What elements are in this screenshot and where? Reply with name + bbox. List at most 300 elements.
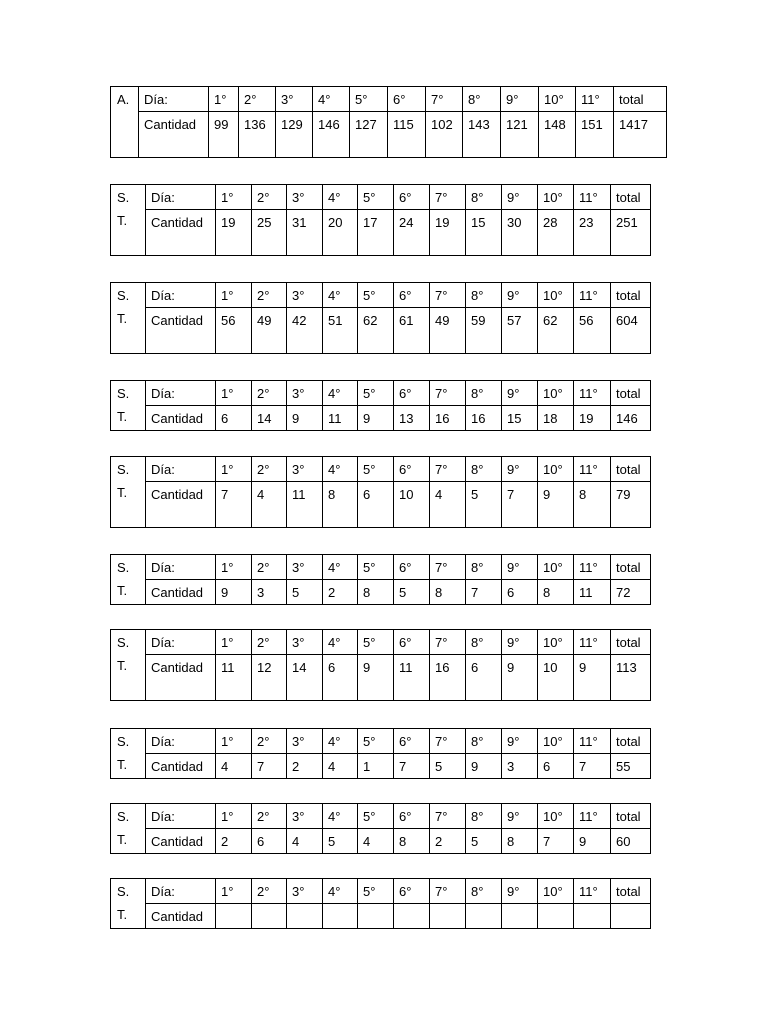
day-cell: 6°	[394, 630, 430, 655]
day-cell: 6°	[394, 804, 430, 829]
day-cell: 9°	[501, 87, 539, 112]
quantity-cell: 6	[358, 482, 394, 528]
table-st-5	[110, 554, 651, 605]
day-cell: 5°	[358, 879, 394, 904]
quantity-cell: 4	[323, 754, 358, 779]
quantity-cell: 19	[216, 210, 252, 256]
quantity-cell: 9	[538, 482, 574, 528]
quantity-cell: 5	[394, 580, 430, 605]
quantity-cell: 4	[252, 482, 287, 528]
quantity-cell: 12	[252, 655, 287, 701]
quantity-cell: 143	[463, 112, 501, 158]
day-cell: 11°	[574, 630, 611, 655]
day-cell: 3°	[287, 457, 323, 482]
table-label: S. T.	[111, 457, 146, 528]
quantity-cell: 7	[502, 482, 538, 528]
quantity-cell	[252, 904, 287, 929]
day-cell: 11°	[574, 804, 611, 829]
quantity-cell: 129	[276, 112, 313, 158]
day-cell: 5°	[358, 185, 394, 210]
quantity-cell: 1	[358, 754, 394, 779]
day-cell: 2°	[252, 555, 287, 580]
day-cell: total	[611, 185, 651, 210]
table-st-7	[110, 728, 651, 779]
day-cell: 10°	[538, 879, 574, 904]
day-cell: 4°	[323, 457, 358, 482]
day-cell: 10°	[538, 630, 574, 655]
day-cell: 6°	[394, 555, 430, 580]
day-cell: 3°	[276, 87, 313, 112]
quantity-cell: 2	[430, 829, 466, 854]
day-cell: 2°	[252, 630, 287, 655]
quantity-header: Cantidad	[146, 210, 216, 256]
quantity-cell	[502, 904, 538, 929]
day-cell: 8°	[463, 87, 501, 112]
quantity-cell: 7	[538, 829, 574, 854]
day-cell: 7°	[430, 879, 466, 904]
day-cell: 7°	[430, 804, 466, 829]
quantity-cell: 56	[216, 308, 252, 354]
day-cell: 5°	[350, 87, 388, 112]
table-st-6	[110, 629, 651, 701]
quantity-row	[111, 904, 651, 929]
day-cell: total	[611, 729, 651, 754]
quantity-cell: 4	[287, 829, 323, 854]
day-cell: 3°	[287, 283, 323, 308]
day-cell: 3°	[287, 185, 323, 210]
quantity-cell	[287, 904, 323, 929]
day-header: Día:	[146, 185, 216, 210]
quantity-cell: 11	[216, 655, 252, 701]
quantity-cell: 3	[502, 754, 538, 779]
day-cell: 1°	[216, 457, 252, 482]
table-label: S. T.	[111, 185, 146, 256]
quantity-cell: 5	[466, 829, 502, 854]
day-row	[111, 457, 651, 482]
day-cell: 9°	[502, 555, 538, 580]
quantity-cell	[466, 904, 502, 929]
day-cell: 1°	[216, 283, 252, 308]
day-cell: 1°	[216, 630, 252, 655]
quantity-cell: 9	[287, 406, 323, 431]
day-cell: 3°	[287, 381, 323, 406]
day-cell: 9°	[502, 729, 538, 754]
day-cell: 1°	[209, 87, 239, 112]
day-cell: 4°	[323, 283, 358, 308]
day-cell: 10°	[538, 804, 574, 829]
day-cell: 11°	[574, 381, 611, 406]
day-cell: 11°	[574, 729, 611, 754]
day-cell: total	[614, 87, 667, 112]
quantity-cell: 6	[323, 655, 358, 701]
quantity-cell: 251	[611, 210, 651, 256]
quantity-cell: 99	[209, 112, 239, 158]
day-cell: 4°	[323, 630, 358, 655]
day-cell: 6°	[394, 729, 430, 754]
day-cell: 1°	[216, 804, 252, 829]
quantity-cell: 4	[430, 482, 466, 528]
quantity-cell: 115	[388, 112, 426, 158]
day-cell: 1°	[216, 555, 252, 580]
quantity-cell: 17	[358, 210, 394, 256]
quantity-cell: 5	[466, 482, 502, 528]
quantity-cell: 15	[466, 210, 502, 256]
quantity-cell: 151	[576, 112, 614, 158]
day-cell: 6°	[394, 283, 430, 308]
day-cell: 2°	[239, 87, 276, 112]
day-cell: 3°	[287, 804, 323, 829]
day-cell: total	[611, 381, 651, 406]
day-header: Día:	[146, 283, 216, 308]
quantity-cell: 127	[350, 112, 388, 158]
day-cell: 6°	[394, 381, 430, 406]
day-header: Día:	[146, 630, 216, 655]
quantity-cell: 23	[574, 210, 611, 256]
quantity-cell: 604	[611, 308, 651, 354]
quantity-cell: 16	[430, 406, 466, 431]
day-cell: 6°	[394, 879, 430, 904]
quantity-cell: 136	[239, 112, 276, 158]
day-cell: 11°	[574, 185, 611, 210]
day-cell: 8°	[466, 630, 502, 655]
day-cell: 8°	[466, 804, 502, 829]
quantity-cell: 8	[430, 580, 466, 605]
quantity-cell: 16	[466, 406, 502, 431]
quantity-cell: 72	[611, 580, 651, 605]
quantity-cell: 9	[574, 655, 611, 701]
day-cell: 9°	[502, 185, 538, 210]
day-cell: 1°	[216, 185, 252, 210]
day-cell: 7°	[430, 185, 466, 210]
day-cell: 1°	[216, 381, 252, 406]
quantity-cell: 102	[426, 112, 463, 158]
day-cell: 8°	[466, 457, 502, 482]
day-cell: 8°	[466, 879, 502, 904]
quantity-cell: 59	[466, 308, 502, 354]
day-cell: 10°	[538, 555, 574, 580]
day-header: Día:	[146, 457, 216, 482]
quantity-cell: 10	[538, 655, 574, 701]
quantity-cell: 8	[538, 580, 574, 605]
quantity-cell	[323, 904, 358, 929]
quantity-row	[111, 829, 651, 854]
day-cell: 10°	[538, 185, 574, 210]
day-cell: 11°	[574, 457, 611, 482]
day-cell: total	[611, 283, 651, 308]
day-row	[111, 87, 667, 112]
quantity-cell: 7	[252, 754, 287, 779]
quantity-cell	[574, 904, 611, 929]
quantity-cell	[538, 904, 574, 929]
table-label: S. T.	[111, 555, 146, 605]
quantity-cell: 8	[574, 482, 611, 528]
quantity-cell: 8	[502, 829, 538, 854]
quantity-cell: 1417	[614, 112, 667, 158]
day-cell: 2°	[252, 804, 287, 829]
day-cell: 5°	[358, 630, 394, 655]
quantity-cell: 8	[358, 580, 394, 605]
day-cell: 9°	[502, 283, 538, 308]
quantity-cell: 6	[502, 580, 538, 605]
day-cell: 8°	[466, 729, 502, 754]
quantity-cell: 7	[216, 482, 252, 528]
table-label: A.	[111, 87, 139, 158]
day-cell: 3°	[287, 879, 323, 904]
quantity-cell: 49	[252, 308, 287, 354]
day-cell: 8°	[466, 283, 502, 308]
day-row	[111, 381, 651, 406]
quantity-cell: 61	[394, 308, 430, 354]
day-cell: 5°	[358, 804, 394, 829]
day-row	[111, 283, 651, 308]
day-cell: 3°	[287, 729, 323, 754]
day-header: Día:	[146, 381, 216, 406]
quantity-cell: 9	[358, 406, 394, 431]
quantity-cell: 9	[216, 580, 252, 605]
day-header: Día:	[146, 555, 216, 580]
day-cell: 3°	[287, 630, 323, 655]
quantity-header: Cantidad	[146, 482, 216, 528]
quantity-cell: 42	[287, 308, 323, 354]
day-cell: 4°	[323, 555, 358, 580]
quantity-cell: 6	[466, 655, 502, 701]
quantity-cell: 2	[216, 829, 252, 854]
quantity-cell: 6	[538, 754, 574, 779]
quantity-cell: 18	[538, 406, 574, 431]
day-cell: 9°	[502, 457, 538, 482]
quantity-cell: 6	[216, 406, 252, 431]
day-cell: 4°	[313, 87, 350, 112]
day-cell: 7°	[430, 555, 466, 580]
quantity-cell: 62	[538, 308, 574, 354]
quantity-cell: 11	[323, 406, 358, 431]
day-cell: 6°	[394, 185, 430, 210]
table-label: S. T.	[111, 630, 146, 701]
quantity-cell	[216, 904, 252, 929]
quantity-cell: 60	[611, 829, 651, 854]
quantity-cell: 10	[394, 482, 430, 528]
day-cell: total	[611, 879, 651, 904]
day-cell: 3°	[287, 555, 323, 580]
day-cell: 11°	[574, 555, 611, 580]
quantity-cell: 9	[502, 655, 538, 701]
day-cell: 10°	[538, 283, 574, 308]
day-cell: 7°	[430, 283, 466, 308]
table-label: S. T.	[111, 879, 146, 929]
day-cell: 7°	[430, 729, 466, 754]
quantity-cell	[430, 904, 466, 929]
quantity-header: Cantidad	[146, 754, 216, 779]
day-cell: 7°	[426, 87, 463, 112]
day-row	[111, 555, 651, 580]
table-label: S. T.	[111, 804, 146, 854]
day-cell: 8°	[466, 381, 502, 406]
day-cell: 7°	[430, 457, 466, 482]
day-row	[111, 729, 651, 754]
quantity-row	[111, 482, 651, 528]
day-cell: 4°	[323, 381, 358, 406]
quantity-cell: 2	[287, 754, 323, 779]
day-cell: 7°	[430, 381, 466, 406]
quantity-cell: 7	[466, 580, 502, 605]
quantity-cell: 16	[430, 655, 466, 701]
day-cell: 5°	[358, 729, 394, 754]
day-cell: total	[611, 630, 651, 655]
quantity-cell: 121	[501, 112, 539, 158]
quantity-header: Cantidad	[146, 308, 216, 354]
quantity-header: Cantidad	[139, 112, 209, 158]
day-row	[111, 879, 651, 904]
table-st-8	[110, 803, 651, 854]
day-cell: 2°	[252, 729, 287, 754]
quantity-header: Cantidad	[146, 655, 216, 701]
table-label: S. T.	[111, 381, 146, 431]
quantity-cell: 113	[611, 655, 651, 701]
day-cell: 1°	[216, 879, 252, 904]
quantity-header: Cantidad	[146, 580, 216, 605]
quantity-cell: 2	[323, 580, 358, 605]
quantity-cell: 146	[313, 112, 350, 158]
quantity-header: Cantidad	[146, 406, 216, 431]
quantity-cell: 4	[358, 829, 394, 854]
quantity-header: Cantidad	[146, 829, 216, 854]
quantity-cell: 51	[323, 308, 358, 354]
quantity-cell: 11	[287, 482, 323, 528]
quantity-cell: 14	[287, 655, 323, 701]
day-cell: 4°	[323, 879, 358, 904]
quantity-cell: 19	[574, 406, 611, 431]
day-cell: 4°	[323, 729, 358, 754]
quantity-row	[111, 580, 651, 605]
day-cell: 9°	[502, 804, 538, 829]
day-row	[111, 630, 651, 655]
quantity-row	[111, 112, 667, 158]
day-cell: 2°	[252, 879, 287, 904]
quantity-cell: 57	[502, 308, 538, 354]
day-cell: 2°	[252, 381, 287, 406]
quantity-cell: 15	[502, 406, 538, 431]
quantity-cell	[394, 904, 430, 929]
table-st-4	[110, 456, 651, 528]
day-cell: 2°	[252, 283, 287, 308]
day-cell: 11°	[574, 879, 611, 904]
table-st-3	[110, 380, 651, 431]
day-cell: 5°	[358, 283, 394, 308]
quantity-cell: 4	[216, 754, 252, 779]
quantity-row	[111, 406, 651, 431]
quantity-cell: 5	[323, 829, 358, 854]
day-cell: 10°	[538, 381, 574, 406]
quantity-cell: 148	[539, 112, 576, 158]
day-cell: 5°	[358, 555, 394, 580]
quantity-cell	[358, 904, 394, 929]
table-label: S. T.	[111, 729, 146, 779]
quantity-cell: 24	[394, 210, 430, 256]
quantity-cell: 49	[430, 308, 466, 354]
day-cell: 1°	[216, 729, 252, 754]
quantity-cell	[611, 904, 651, 929]
quantity-cell: 55	[611, 754, 651, 779]
day-cell: 7°	[430, 630, 466, 655]
day-cell: 10°	[538, 457, 574, 482]
quantity-cell: 14	[252, 406, 287, 431]
quantity-cell: 20	[323, 210, 358, 256]
day-cell: 9°	[502, 879, 538, 904]
quantity-cell: 13	[394, 406, 430, 431]
quantity-cell: 31	[287, 210, 323, 256]
quantity-cell: 146	[611, 406, 651, 431]
day-cell: 4°	[323, 804, 358, 829]
day-row	[111, 185, 651, 210]
day-row	[111, 804, 651, 829]
quantity-cell: 56	[574, 308, 611, 354]
day-cell: 2°	[252, 185, 287, 210]
quantity-header: Cantidad	[146, 904, 216, 929]
day-cell: 8°	[466, 185, 502, 210]
table-st-9	[110, 878, 651, 929]
quantity-row	[111, 308, 651, 354]
day-cell: total	[611, 457, 651, 482]
day-header: Día:	[139, 87, 209, 112]
quantity-cell: 62	[358, 308, 394, 354]
quantity-cell: 19	[430, 210, 466, 256]
quantity-cell: 8	[394, 829, 430, 854]
day-cell: total	[611, 804, 651, 829]
quantity-cell: 11	[394, 655, 430, 701]
quantity-cell: 5	[430, 754, 466, 779]
day-cell: 9°	[502, 381, 538, 406]
table-a	[110, 86, 667, 158]
day-cell: 8°	[466, 555, 502, 580]
day-cell: 6°	[388, 87, 426, 112]
quantity-cell: 7	[394, 754, 430, 779]
day-cell: 4°	[323, 185, 358, 210]
table-label: S. T.	[111, 283, 146, 354]
day-cell: 11°	[574, 283, 611, 308]
table-st-2	[110, 282, 651, 354]
quantity-row	[111, 210, 651, 256]
quantity-cell: 5	[287, 580, 323, 605]
quantity-row	[111, 655, 651, 701]
quantity-cell: 30	[502, 210, 538, 256]
day-cell: 10°	[539, 87, 576, 112]
quantity-cell: 9	[574, 829, 611, 854]
quantity-cell: 3	[252, 580, 287, 605]
quantity-cell: 28	[538, 210, 574, 256]
day-cell: 6°	[394, 457, 430, 482]
day-cell: 2°	[252, 457, 287, 482]
day-cell: total	[611, 555, 651, 580]
day-header: Día:	[146, 804, 216, 829]
quantity-cell: 7	[574, 754, 611, 779]
day-cell: 9°	[502, 630, 538, 655]
quantity-cell: 9	[466, 754, 502, 779]
day-header: Día:	[146, 729, 216, 754]
day-cell: 5°	[358, 457, 394, 482]
quantity-cell: 9	[358, 655, 394, 701]
quantity-cell: 6	[252, 829, 287, 854]
day-cell: 10°	[538, 729, 574, 754]
day-cell: 5°	[358, 381, 394, 406]
quantity-cell: 79	[611, 482, 651, 528]
quantity-cell: 8	[323, 482, 358, 528]
day-header: Día:	[146, 879, 216, 904]
quantity-cell: 11	[574, 580, 611, 605]
table-st-1	[110, 184, 651, 256]
quantity-row	[111, 754, 651, 779]
day-cell: 11°	[576, 87, 614, 112]
quantity-cell: 25	[252, 210, 287, 256]
